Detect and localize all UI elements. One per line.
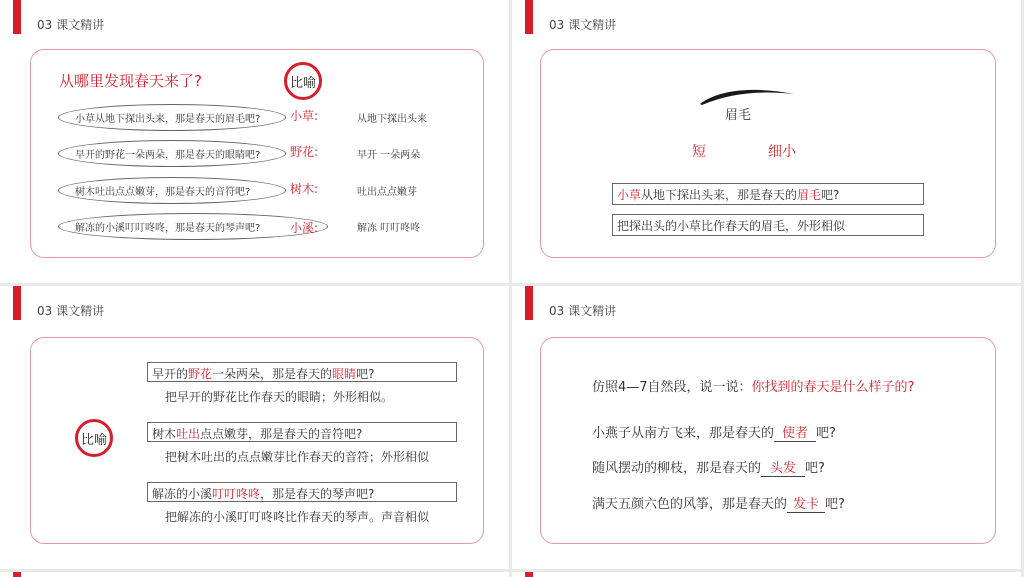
text-part: ，那是春天的琴声吧?: [260, 487, 375, 501]
slide-6-thumbnail[interactable]: [512, 572, 1021, 577]
slide-4[interactable]: [512, 286, 1021, 569]
sentence-text: 满天五颜六色的风筝，那是春天的: [592, 497, 788, 512]
sentence-text: 树木吐出点点嫩芽，那是春天的音符吧?: [75, 187, 251, 198]
keyword-tag: 野花:: [290, 145, 319, 159]
slide-1[interactable]: [0, 0, 509, 283]
word-short: 短: [692, 144, 706, 160]
keyword-note: 从地下探出头来: [357, 114, 427, 125]
answer-blank: 使者: [774, 422, 816, 442]
section-label: 03 课文精讲: [549, 18, 617, 32]
keyword: 吐出: [176, 427, 201, 441]
metaphor-badge: 比喻: [75, 419, 113, 457]
text-part: 吧?: [356, 367, 375, 381]
text-part: 点点嫩芽，那是春天的音符吧?: [200, 427, 363, 441]
answer-blank: 头发: [761, 457, 805, 477]
keyword-note: 早开 一朵两朵: [357, 150, 421, 161]
text-part: 早开的: [152, 367, 189, 381]
text-part: 一朵两朵，那是春天的: [212, 367, 333, 381]
accent-bar: [525, 572, 533, 577]
accent-bar: [13, 572, 21, 577]
sentence-text: 小草从地下探出头来，那是春天的眉毛吧?: [75, 114, 261, 125]
sentence-end: 吧?: [816, 426, 836, 441]
slide-5-thumbnail[interactable]: [0, 572, 509, 577]
sentence-box: [612, 183, 924, 205]
explanation-text: 把早开的野花比作春天的眼睛；外形相似。: [165, 390, 394, 404]
section-label: 03 课文精讲: [549, 304, 617, 318]
sentence-text: 随风摆动的柳枝，那是春天的: [592, 461, 762, 476]
example-sentence: [592, 422, 836, 442]
slide-3[interactable]: [0, 286, 509, 569]
sentence-part: 从地下探出头来，那是春天的: [641, 188, 798, 202]
example-sentence: [592, 457, 825, 477]
example-sentence: [592, 493, 845, 513]
slide-2[interactable]: [512, 0, 1021, 283]
eyebrow-caption: 眉毛: [725, 108, 752, 123]
section-label: 03 课文精讲: [37, 18, 105, 32]
keyword-tag: 树木:: [290, 182, 319, 196]
keyword: 野花: [188, 367, 213, 381]
answer-blank: 发卡: [787, 493, 825, 513]
keyword-note: 吐出点点嫩芽: [357, 187, 417, 198]
sentence-text: 小燕子从南方飞来，那是春天的: [592, 426, 775, 441]
keyword: 叮叮咚咚: [212, 487, 261, 501]
accent-bar: [525, 286, 533, 320]
slide-title: 从哪里发现春天来了?: [59, 72, 202, 90]
object-word: 眉毛: [797, 188, 822, 202]
text-part: 树木: [152, 427, 177, 441]
sentence-box: [147, 362, 457, 382]
accent-bar: [525, 0, 533, 34]
keyword-tag: 小溪:: [290, 221, 319, 235]
exercise-prompt: [592, 376, 914, 395]
sentence-end: 吧?: [821, 188, 840, 202]
sentence-text: 解冻的小溪叮叮咚咚，那是春天的琴声吧?: [75, 223, 261, 234]
prompt-text: 仿照4—7自然段，说一说：: [592, 380, 752, 395]
explanation-text: 把解冻的小溪叮叮咚咚比作春天的琴声。声音相似: [165, 510, 430, 524]
keyword-tag: 小草:: [290, 109, 319, 123]
sentence-box: [147, 482, 457, 502]
keyword-note: 解冻 叮叮咚咚: [357, 223, 421, 234]
section-label: 03 课文精讲: [37, 304, 105, 318]
accent-bar: [13, 0, 21, 34]
sentence-text: 早开的野花一朵两朵，那是春天的眼睛吧?: [75, 150, 261, 161]
explanation-box: 把探出头的小草比作春天的眉毛，外形相似: [612, 214, 924, 236]
explanation-text: 把树木吐出的点点嫩芽比作春天的音符；外形相似: [165, 450, 430, 464]
keyword: 眼睛: [332, 367, 357, 381]
metaphor-badge: 比喻: [284, 62, 322, 100]
sentence-end: 吧?: [805, 461, 825, 476]
subject-word: 小草: [617, 188, 642, 202]
prompt-question: 你找到的春天是什么样子的?: [751, 380, 915, 395]
sentence-end: 吧?: [825, 497, 845, 512]
accent-bar: [13, 286, 21, 320]
text-part: 解冻的小溪: [152, 487, 213, 501]
word-thin: 细小: [768, 144, 796, 160]
sentence-box: [147, 422, 457, 442]
